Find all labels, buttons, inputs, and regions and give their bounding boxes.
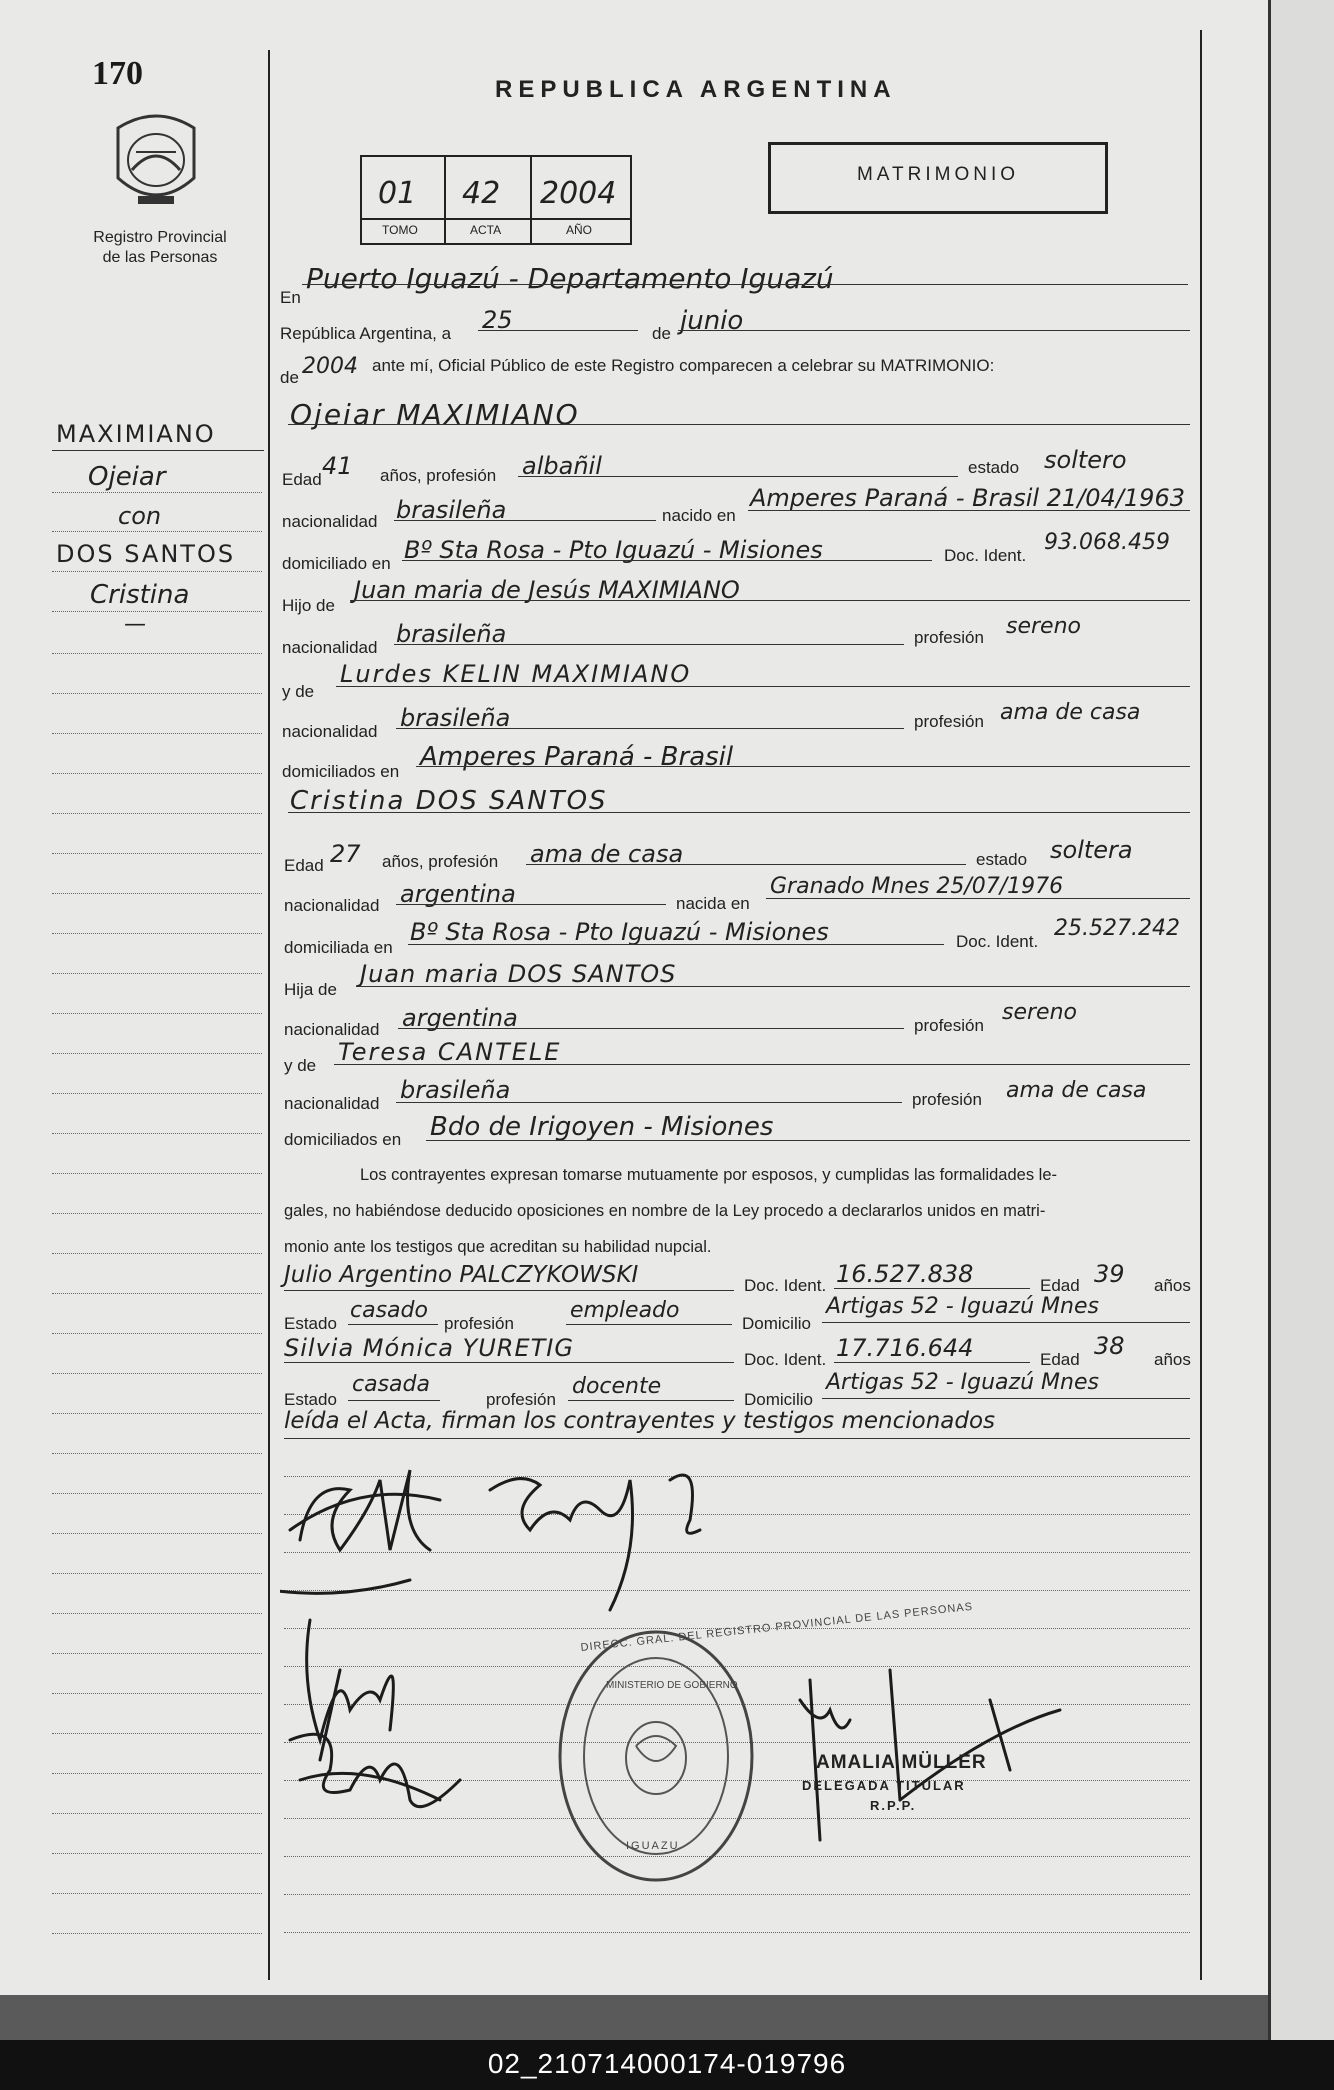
declaration-line-2: gales, no habiéndose deducido oposiciones en nombre de la Ley procedo a declararlos unidos en matri- xyxy=(284,1202,1046,1220)
bride-domicilio: Bº Sta Rosa - Pto Iguazú - Misiones xyxy=(410,918,829,946)
document-id: 02_210714000174-019796 xyxy=(487,2048,847,2079)
witness1-dom-underline xyxy=(822,1322,1190,1323)
groom-padres-dom-underline xyxy=(416,766,1190,767)
witness2-edad: 38 xyxy=(1094,1332,1125,1360)
bride-profesion: ama de casa xyxy=(530,840,684,868)
bride-nacida-label: nacida en xyxy=(676,894,750,913)
bride-nacionalidad: argentina xyxy=(400,880,516,908)
groom-yde-label: y de xyxy=(282,682,315,701)
groom-nac-label: nacionalidad xyxy=(282,512,378,531)
day-value: 25 xyxy=(482,306,513,334)
margin-note-dash: — xyxy=(124,612,146,637)
margin-note-bride-name: Cristina xyxy=(90,580,190,610)
groom-padre-nac-underline xyxy=(394,644,904,645)
province-coat-of-arms-icon xyxy=(108,108,204,212)
witness1-name-underline xyxy=(284,1290,734,1291)
witness1-estado-label: Estado xyxy=(284,1314,337,1333)
witness1-estado-underline xyxy=(348,1324,438,1325)
year-value: 2004 xyxy=(302,354,358,379)
day-underline xyxy=(478,330,638,331)
bride-padres-dom: Bdo de Irigoyen - Misiones xyxy=(430,1112,774,1142)
bride-profesion-underline xyxy=(526,864,966,865)
groom-nac-underline xyxy=(394,520,656,521)
acta-value: 42 xyxy=(462,176,501,211)
groom-name-underline xyxy=(288,424,1190,425)
place-value: Puerto Iguazú - Departamento Iguazú xyxy=(306,262,834,295)
seal-inner-text: MINISTERIO DE GOBIERNO xyxy=(606,1680,738,1691)
closing-statement: leída el Acta, firman los contrayentes y testigos mencionados xyxy=(284,1408,996,1434)
witness1-profesion: empleado xyxy=(570,1298,680,1323)
bride-padre-nac: argentina xyxy=(402,1004,518,1032)
year-de-label: de xyxy=(280,368,299,387)
bride-dom-label: domiciliada en xyxy=(284,938,393,957)
right-margin-line xyxy=(1200,30,1202,1980)
republica-label: República Argentina, a xyxy=(280,324,452,343)
witness1-estado: casado xyxy=(350,1298,428,1323)
bride-doc: 25.527.242 xyxy=(1054,916,1180,941)
witness1-dom-label: Domicilio xyxy=(742,1314,811,1333)
witness2-edad-label: Edad xyxy=(1040,1350,1080,1369)
groom-dom-label: domiciliado en xyxy=(282,554,391,573)
groom-estado: soltero xyxy=(1044,446,1127,474)
acta-label: ACTA xyxy=(470,223,502,237)
bride-estado-label: estado xyxy=(976,850,1028,869)
month-de-label: de xyxy=(652,324,671,343)
groom-estado-label: estado xyxy=(968,458,1020,477)
folio-number: 170 xyxy=(92,55,143,92)
bride-padre-nac-underline xyxy=(398,1028,904,1029)
bride-nacida-underline xyxy=(766,898,1190,899)
en-label: En xyxy=(280,288,301,307)
witness2-name: Silvia Mónica YURETIG xyxy=(284,1334,574,1362)
bride-padre-prof: sereno xyxy=(1002,1000,1077,1025)
groom-doc: 93.068.459 xyxy=(1044,530,1170,555)
bride-madre-nac-label: nacionalidad xyxy=(284,1094,380,1113)
reference-divider xyxy=(444,155,446,245)
groom-madre: Lurdes KELIN MAXIMIANO xyxy=(340,660,692,688)
bride-yde-label: y de xyxy=(284,1056,317,1075)
groom-padre-prof-label: profesión xyxy=(914,628,984,647)
witness2-signature xyxy=(290,1734,460,1806)
groom-padre-prof: sereno xyxy=(1006,614,1081,639)
official-title: DELEGADA TITULAR xyxy=(802,1778,966,1793)
bride-nac-underline xyxy=(396,904,666,905)
groom-hijo-label: Hijo de xyxy=(282,596,335,615)
witness1-doc: 16.527.838 xyxy=(836,1260,974,1288)
witness2-profesion: docente xyxy=(572,1374,662,1399)
bride-padres-dom-label: domiciliados en xyxy=(284,1130,402,1149)
groom-madre-prof: ama de casa xyxy=(1000,700,1141,725)
groom-nacido-underline xyxy=(748,510,1190,511)
witness2-dom-underline xyxy=(822,1398,1190,1399)
declaration-line-3: monio ante los testigos que acreditan su habilidad nupcial. xyxy=(284,1238,712,1256)
groom-doc-label: Doc. Ident. xyxy=(944,546,1027,565)
witness1-domicilio: Artigas 52 - Iguazú Mnes xyxy=(826,1294,1099,1319)
witness2-name-underline xyxy=(284,1362,734,1363)
witness2-dom-label: Domicilio xyxy=(744,1390,813,1409)
bride-estado: soltera xyxy=(1050,836,1133,864)
groom-padres-dom: Amperes Paraná - Brasil xyxy=(420,742,734,772)
witness1-name: Julio Argentino PALCZYKOWSKI xyxy=(284,1262,639,1288)
witness1-edad-label: Edad xyxy=(1040,1276,1080,1295)
margin-note-bride-surname: DOS SANTOS xyxy=(56,540,236,568)
witness2-anos: años xyxy=(1154,1350,1191,1369)
bride-doc-label: Doc. Ident. xyxy=(956,932,1039,951)
bride-name: Cristina DOS SANTOS xyxy=(290,786,608,816)
groom-padre: Juan maria de Jesús MAXIMIANO xyxy=(354,576,740,604)
witness2-estado: casada xyxy=(352,1372,430,1397)
official-org: R.P.P. xyxy=(870,1798,917,1813)
record-type: MATRIMONIO xyxy=(856,164,1020,185)
groom-signature xyxy=(290,1470,440,1550)
closing-underline xyxy=(284,1438,1190,1439)
bride-madre-prof-label: profesión xyxy=(912,1090,982,1109)
groom-name: Ojeiar MAXIMIANO xyxy=(290,398,580,431)
reference-divider xyxy=(360,218,630,220)
place-underline xyxy=(302,284,1188,285)
groom-profesion: albañil xyxy=(522,452,602,480)
intro-text: ante mí, Oficial Público de este Registro comparecen a celebrar su MATRIMONIO: xyxy=(372,356,995,375)
margin-note-surname: MAXIMIANO xyxy=(56,420,216,448)
bride-madre: Teresa CANTELE xyxy=(338,1038,562,1066)
witness1-doc-label: Doc. Ident. xyxy=(744,1276,827,1295)
witness1-edad: 39 xyxy=(1094,1260,1125,1288)
groom-padres-dom-label: domiciliados en xyxy=(282,762,400,781)
witness2-doc-underline xyxy=(834,1362,1030,1363)
margin-note-con: con xyxy=(118,502,162,530)
bride-madre-nac-underline xyxy=(396,1102,902,1103)
registry-label: Registro Provincial de las Personas xyxy=(93,229,227,266)
groom-padre-nac-label: nacionalidad xyxy=(282,638,378,657)
witness1-signature xyxy=(280,1580,410,1760)
witness1-doc-underline xyxy=(834,1288,1030,1289)
bride-padre-nac-label: nacionalidad xyxy=(284,1020,380,1039)
declaration-line-1: Los contrayentes expresan tomarse mutuamente por esposos, y cumplidas las formalidades le- xyxy=(360,1166,1058,1184)
witness1-anos: años xyxy=(1154,1276,1191,1295)
month-underline xyxy=(678,330,1190,331)
bride-madre-underline xyxy=(334,1064,1190,1065)
margin-note-underline xyxy=(52,450,264,451)
bride-nacida: Granado Mnes 25/07/1976 xyxy=(770,874,1064,899)
groom-nacido: Amperes Paraná - Brasil 21/04/1963 xyxy=(750,484,1185,512)
bride-madre-nac: brasileña xyxy=(400,1076,511,1104)
groom-madre-nac: brasileña xyxy=(400,704,511,732)
witness1-prof-label: profesión xyxy=(444,1314,514,1333)
groom-madre-nac-label: nacionalidad xyxy=(282,722,378,741)
bride-nac-label: nacionalidad xyxy=(284,896,380,915)
witness2-estado-label: Estado xyxy=(284,1390,337,1409)
groom-madre-prof-label: profesión xyxy=(914,712,984,731)
bride-signature xyxy=(490,1475,700,1610)
seal-text: DIRECC. GRAL. DEL REGISTRO PROVINCIAL DE LAS PERSONAS xyxy=(580,1600,974,1654)
bride-padre: Juan maria DOS SANTOS xyxy=(360,960,677,988)
witness2-prof-underline xyxy=(568,1400,734,1401)
bride-name-underline xyxy=(288,812,1190,813)
bride-edad: 27 xyxy=(330,840,361,868)
groom-domicilio: Bº Sta Rosa - Pto Iguazú - Misiones xyxy=(404,536,823,564)
bride-hija-label: Hija de xyxy=(284,980,337,999)
bride-padres-dom-underline xyxy=(426,1140,1190,1141)
groom-padre-underline xyxy=(350,600,1190,601)
anio-value: 2004 xyxy=(540,176,617,211)
witness2-doc-label: Doc. Ident. xyxy=(744,1350,827,1369)
groom-edad: 41 xyxy=(322,452,353,480)
witness2-prof-label: profesión xyxy=(486,1390,556,1409)
groom-nacido-label: nacido en xyxy=(662,506,736,525)
official-name: AMALIA MÜLLER xyxy=(816,1752,987,1773)
witness2-doc: 17.716.644 xyxy=(836,1334,974,1362)
bride-padre-underline xyxy=(356,986,1190,987)
bride-madre-prof: ama de casa xyxy=(1006,1078,1147,1103)
bride-prof-label: años, profesión xyxy=(382,852,499,871)
tomo-label: TOMO xyxy=(382,223,418,237)
bride-padre-prof-label: profesión xyxy=(914,1016,984,1035)
bride-dom-underline xyxy=(408,944,944,945)
groom-padre-nac: brasileña xyxy=(396,620,507,648)
groom-edad-label: Edad xyxy=(282,470,322,489)
seal-bottom-text: IGUAZU xyxy=(626,1840,680,1852)
witness1-prof-underline xyxy=(566,1324,732,1325)
tomo-value: 01 xyxy=(378,176,417,211)
left-margin-line xyxy=(268,50,270,1980)
groom-madre-nac-underline xyxy=(396,728,904,729)
groom-nacionalidad: brasileña xyxy=(396,496,507,524)
reference-divider xyxy=(530,155,532,245)
groom-dom-underline xyxy=(402,560,932,561)
anio-label: AÑO xyxy=(566,223,593,237)
groom-madre-underline xyxy=(336,686,1190,687)
groom-prof-label: años, profesión xyxy=(380,466,497,485)
margin-note-name: Ojeiar xyxy=(88,462,166,492)
witness2-domicilio: Artigas 52 - Iguazú Mnes xyxy=(826,1370,1099,1395)
groom-profesion-underline xyxy=(518,476,958,477)
month-value: junio xyxy=(680,306,744,336)
bride-edad-label: Edad xyxy=(284,856,324,875)
page-edge xyxy=(1268,0,1334,2040)
header-title: REPUBLICA ARGENTINA xyxy=(495,76,897,103)
witness2-estado-underline xyxy=(348,1400,440,1401)
